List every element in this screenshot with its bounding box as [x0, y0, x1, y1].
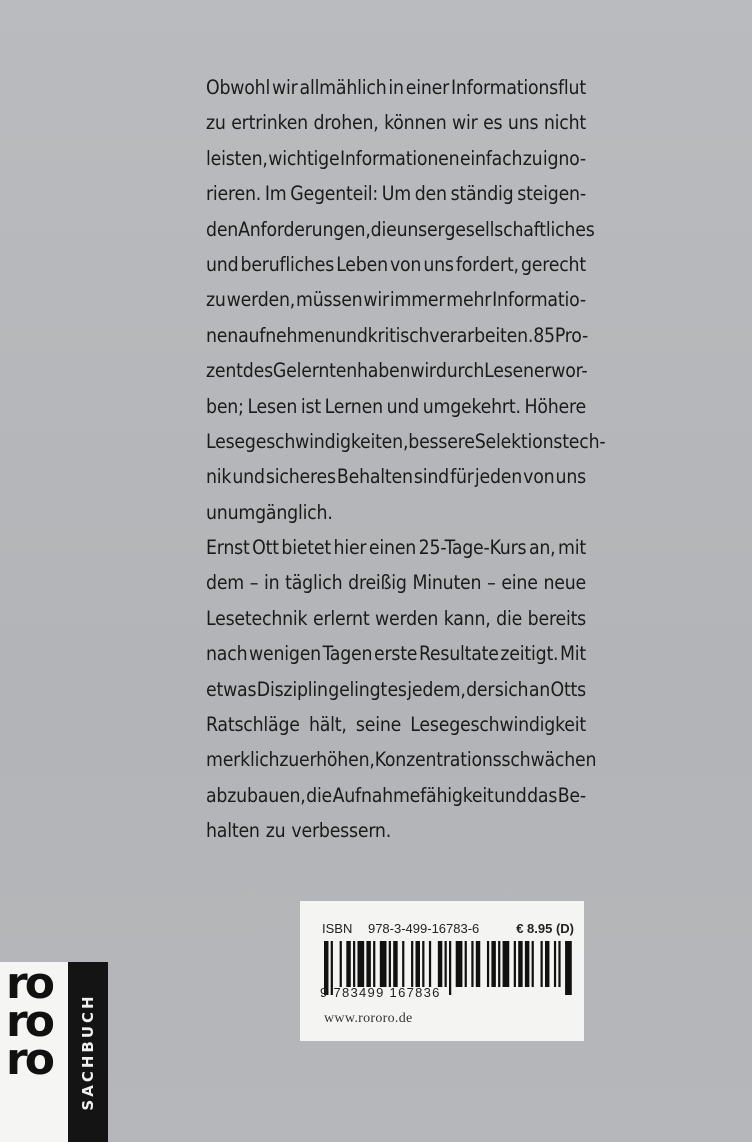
blurb-line: halten zu verbessern. — [206, 819, 392, 843]
blurb-line: ben; Lesen ist Lernen und umgekehrt. Höhere — [206, 394, 586, 418]
blurb-paragraph-2 — [206, 530, 597, 849]
blurb-line: nach wenigen Tagen erste Resultate zeitigt. Mit — [206, 642, 586, 666]
barcode-bar — [340, 941, 342, 987]
barcode-bar — [380, 941, 387, 987]
barcode-bar — [366, 941, 370, 987]
blurb-line: den Anforderungen, die unser gesellschaftliches — [206, 217, 595, 241]
logo-line-2: ro — [6, 996, 52, 1047]
barcode-bar — [402, 941, 404, 987]
blurb-line: leisten, wichtige Informationen einfach zu igno- — [206, 146, 586, 170]
blurb-line: Obwohl wir allmählich in einer Informationsflut — [206, 76, 586, 99]
barcode-bar — [565, 941, 572, 995]
blurb-line: rieren. Im Gegenteil: Um den ständig steigen- — [206, 182, 586, 206]
imprint-label: SACHBUCH — [79, 993, 97, 1111]
barcode-bar — [476, 941, 480, 987]
barcode-bar — [532, 941, 534, 987]
blurb-line: unumgänglich. — [206, 500, 333, 524]
blurb-paragraph-1 — [206, 70, 606, 530]
barcode-bar — [393, 941, 397, 987]
blurb-line: dem – in täglich dreißig Minuten – eine neue — [206, 571, 586, 595]
barcode-bar — [514, 941, 516, 987]
blurb-line: zu werden, müssen wir immer mehr Informatio- — [206, 288, 586, 312]
barcode-bar — [541, 941, 543, 987]
barcode-bar — [491, 941, 495, 987]
blurb-line: Lesegeschwindigkeiten, bessere Selektionstech- — [206, 429, 606, 453]
blurb-line: Ernst Ott bietet hier einen 25-Tage-Kurs an, mit — [206, 536, 586, 560]
publisher-url: www.rororo.de — [324, 1011, 413, 1026]
barcode-bar — [411, 941, 413, 987]
barcode-bar — [498, 941, 500, 987]
isbn-label: ISBN — [322, 921, 353, 936]
barcode-bar — [438, 941, 442, 987]
ean-digits: 9 783499 167836 — [320, 985, 441, 1000]
blurb-line: und berufliches Leben von uns fordert, gerecht — [206, 252, 586, 276]
isbn-row — [322, 921, 574, 936]
blurb-line: zu ertrinken drohen, können wir es uns nicht — [206, 111, 586, 135]
barcode-bar — [503, 941, 510, 987]
barcode-bar — [422, 941, 424, 987]
rororo-logo — [0, 958, 68, 1142]
blurb-line: Ratschläge hält, seine Lesegeschwindigkeit — [206, 713, 586, 737]
blurb-line: merklich zu erhöhen, Konzentrationsschwächen — [206, 748, 597, 772]
blurb-text — [206, 70, 606, 849]
barcode-bar — [346, 941, 350, 987]
barcode-bar — [353, 941, 355, 987]
price: € 8.95 (D) — [516, 921, 574, 936]
barcode-label — [300, 901, 584, 1041]
barcode-bar — [416, 941, 420, 987]
barcode-bar — [373, 941, 375, 987]
barcode-bar — [357, 941, 364, 987]
barcode-bar — [445, 941, 447, 987]
logo-wordmark — [6, 958, 68, 1085]
barcode-bar — [465, 941, 467, 987]
blurb-line: abzubauen, die Aufnahmefähigkeit und das Be- — [206, 783, 586, 807]
blurb-line: nen aufnehmen und kritisch verarbeiten. 85 Pro- — [206, 323, 589, 347]
blurb-line: etwas Disziplin gelingt es jedem, der sich an Otts — [206, 677, 586, 701]
barcode-bar — [471, 941, 473, 987]
barcode-bar — [554, 941, 556, 987]
barcode-bar — [429, 941, 431, 987]
barcode-bar — [518, 941, 522, 987]
barcode-bar — [456, 941, 463, 987]
blurb-line: nik und sicheres Behalten sind für jeden von uns — [206, 465, 586, 489]
logo-line-1: ro — [6, 958, 52, 1009]
barcode-bar — [389, 941, 391, 987]
barcode-bar — [525, 941, 529, 987]
blurb-line: zent des Gelernten haben wir durch Lesen erwor- — [206, 359, 588, 383]
barcode-bar — [545, 941, 549, 987]
isbn-number: 978-3-499-16783-6 — [367, 921, 480, 936]
logo-line-3: ro — [6, 1034, 52, 1085]
blurb-line: Lesetechnik erlernt werden kann, die bereits — [206, 606, 586, 630]
barcode-bar — [487, 941, 489, 987]
barcode-bar — [558, 941, 560, 987]
